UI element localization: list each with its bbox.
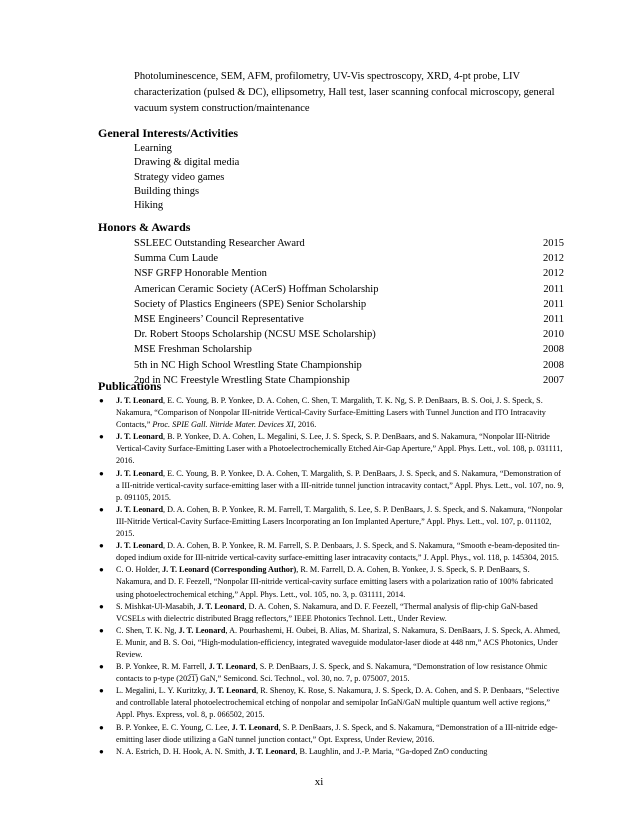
publication-item	[99, 746, 565, 758]
citation-authors-before: L. Megalini, L. Y. Kuritzky,	[116, 686, 210, 696]
honor-name: Society of Plastics Engineers (SPE) Senior Scholarship	[134, 298, 367, 310]
honor-row	[134, 236, 564, 251]
honor-name: MSE Engineers’ Council Representative	[134, 314, 304, 326]
citation-highlighted-author: J. T. Leonard	[116, 541, 164, 551]
interest-item: Strategy video games	[134, 171, 225, 183]
publication-citation	[116, 468, 565, 504]
publication-item	[99, 395, 565, 431]
honor-row	[134, 266, 564, 281]
publication-item	[99, 564, 565, 600]
interest-item: Hiking	[134, 200, 164, 212]
citation-authors-before: C. O. Holder,	[116, 565, 163, 575]
publication-citation	[116, 504, 565, 540]
honor-year: 2008	[543, 344, 564, 356]
bullet-icon: ●	[99, 541, 104, 551]
honor-name: MSE Freshman Scholarship	[134, 344, 252, 356]
honor-row	[134, 312, 564, 327]
bullet-icon: ●	[99, 468, 104, 478]
honors-heading: Honors & Awards	[98, 220, 191, 234]
publication-item	[99, 661, 565, 685]
publication-item	[99, 601, 565, 625]
publication-citation	[116, 661, 565, 685]
honor-year: 2012	[543, 268, 564, 280]
citation-body: , B. Laughlin, and J.-P. Maria, “Ga-doped ZnO conducting	[295, 746, 488, 756]
honor-year: 2011	[543, 283, 564, 295]
citation-body: , S. P. DenBaars, J. S. Speck, and S. Nakamura, “Demonstration of low resistance Ohmic contacts to p-type (202̅1̅) GaN,” Semicond. Sci. Technol., vol. 30, no. 7, p. 075007, 2015.	[116, 662, 548, 684]
honor-row	[134, 282, 564, 297]
bullet-icon: ●	[99, 565, 104, 575]
honor-name: 5th in NC High School Wrestling State Championship	[134, 359, 362, 371]
citation-authors-before: C. Shen, T. K. Ng,	[116, 625, 179, 635]
citation-body: , D. A. Cohen, B. P. Yonkee, R. M. Farrell, S. P. Denbaars, J. S. Speck, and S. Nakamura, “Smooth e-beam-deposited tin-doped indium oxide for III-nitride vertical-cavity surface-emitting laser intracavity contacts,” J. Appl. Phys., vol. 118, p. 145304, 2015.	[116, 541, 560, 563]
citation-authors-before: S. Mishkat-Ul-Masabih,	[116, 601, 198, 611]
honor-year: 2012	[543, 253, 564, 265]
honor-row	[134, 342, 564, 357]
citation-highlighted-author: J. T. Leonard	[231, 722, 279, 732]
honor-year: 2010	[543, 329, 564, 341]
citation-body: , R. Shenoy, K. Rose, S. Nakamura, J. S. Speck, D. A. Cohen, and S. P. Denbaars, “Selective and controllable lateral photoelectrochemical etching of nonpolar and semipolar InGaN/GaN multiple quantum well active regions,” Appl. Phys. Express, vol. 8, p. 066502, 2015.	[116, 686, 560, 720]
techniques-paragraph: Photoluminescence, SEM, AFM, profilometry, UV-Vis spectroscopy, XRD, 4-pt probe, LIV characterization (pulsed & DC), ellipsometry, Hall test, laser scanning confocal microscopy, general vacuum system construction/maintenance	[134, 71, 555, 114]
honor-row	[134, 251, 564, 266]
bullet-icon: ●	[99, 746, 104, 756]
citation-venue: Proc. SPIE Gall. Nitride Mater. Devices XI	[152, 420, 294, 430]
honor-row	[134, 373, 564, 388]
honor-name: Summa Cum Laude	[134, 253, 218, 265]
citation-body: , R. M. Farrell, D. A. Cohen, B. Yonkee, J. S. Speck, S. P. DenBaars, S. Nakamura, and D. F. Feezell, “Nonpolar III-nitride vertical-cavity surface emitting lasers with a polarization ratio of 100% fabricated using photoelectrochemical etching,” Appl. Phys. Lett., vol. 105, no. 3, p. 031111, 2014.	[116, 565, 553, 599]
honor-year: 2008	[543, 359, 564, 371]
bullet-icon: ●	[99, 432, 104, 442]
honor-name: 2nd in NC Freestyle Wrestling State Championship	[134, 374, 350, 386]
citation-body: , A. Pourhashemi, H. Oubei, B. Alias, M. Sharizal, S. Nakamura, S. DenBaars, J. S. Speck, A. Ahmed, E. Munir, and B. S. Ooi, “High-modulation-efficiency, integrated waveguide modulator-laser diode at 448 nm,” ACS Photonics, Under Review.	[116, 625, 561, 659]
honor-row	[134, 358, 564, 373]
honor-year: 2015	[543, 238, 564, 249]
publication-citation	[116, 564, 565, 600]
citation-body: , D. A. Cohen, S. Nakamura, and D. F. Feezell, “Thermal analysis of flip-chip GaN-based VCSELs with dielectric distributed Bragg reflectors,” IEEE Photonics Technol. Lett., Under Review.	[116, 601, 538, 623]
citation-body: , S. P. DenBaars, J. S. Speck, and S. Nakamura, “Demonstration of a III-nitride edge-emitting laser diode utilizing a GaN tunnel junction contact,” Opt. Express, Under Review, 2016.	[116, 722, 558, 744]
honor-row	[134, 327, 564, 342]
publication-citation	[116, 746, 565, 758]
bullet-icon: ●	[99, 504, 104, 514]
publication-citation	[116, 625, 565, 661]
publication-item	[99, 722, 565, 746]
citation-authors-before: N. A. Estrich, D. H. Hook, A. N. Smith,	[116, 746, 249, 756]
citation-highlighted-author: J. T. Leonard	[208, 662, 256, 672]
honor-name: American Ceramic Society (ACerS) Hoffman Scholarship	[134, 283, 379, 295]
bullet-icon: ●	[99, 722, 104, 732]
publication-item	[99, 540, 565, 564]
bullet-icon: ●	[99, 625, 104, 635]
citation-highlighted-author: J. T. Leonard	[116, 468, 164, 478]
interest-item: Learning	[134, 143, 172, 154]
publication-item	[99, 431, 565, 467]
publication-citation	[116, 722, 565, 746]
publication-citation	[116, 540, 565, 564]
publication-citation	[116, 685, 565, 721]
citation-highlighted-author: J. T. Leonard	[209, 686, 257, 696]
honor-name: NSF GRFP Honorable Mention	[134, 268, 267, 280]
bullet-icon: ●	[99, 601, 104, 611]
citation-end: , 2016.	[293, 420, 317, 430]
citation-highlighted-author: J. T. Leonard	[178, 625, 226, 635]
publication-item	[99, 504, 565, 540]
citation-highlighted-author: J. T. Leonard	[116, 432, 164, 442]
citation-authors-before: B. P. Yonkee, R. M. Farrell,	[116, 662, 209, 672]
publication-citation	[116, 395, 565, 431]
honor-year: 2007	[543, 374, 564, 386]
publications-list	[99, 395, 565, 758]
citation-body: , E. C. Young, B. P. Yonkee, D. A. Cohen, T. Margalith, S. P. DenBaars, J. S. Speck, and S. Nakamura, “Demonstration of a III-nitride vertical-cavity surface-emitting laser with a III-nitride tunnel junction intracavity contact,” Appl. Phys. Lett., vol. 107, no. 9, p. 091105, 2015.	[116, 468, 564, 502]
interests-list	[134, 142, 239, 213]
honor-row	[134, 297, 564, 312]
citation-body: , D. A. Cohen, B. P. Yonkee, R. M. Farrell, T. Margalith, S. Lee, S. P. DenBaars, J. S. Speck, and S. Nakamura, “Nonpolar III-Nitride Vertical-Cavity Surface-Emitting Lasers Incorporating an Ion Implanted Aperture,” Appl. Phys. Lett., vol. 107, p. 011102, 2015.	[116, 504, 563, 539]
publication-citation	[116, 431, 565, 467]
bullet-icon: ●	[99, 396, 104, 405]
interests-heading: General Interests/Activities	[98, 126, 239, 140]
interest-item: Drawing & digital media	[134, 157, 240, 169]
honors-list	[134, 236, 564, 388]
honor-name: SSLEEC Outstanding Researcher Award	[134, 238, 305, 249]
honor-year: 2011	[543, 314, 564, 326]
bullet-icon: ●	[99, 662, 104, 672]
citation-body: , E. C. Young, B. P. Yonkee, D. A. Cohen, C. Shen, T. Margalith, T. K. Ng, S. P. DenBaars, B. S. Ooi, J. S. Speck, S. Nakamura, “Comparison of Nonpolar III-nitride Vertical-Cavity Surface-Emitting Lasers with Tunnel Junction and ITO Intracavity Contacts,”	[116, 396, 546, 430]
citation-highlighted-author: J. T. Leonard (Corresponding Author)	[162, 565, 297, 575]
publication-item	[99, 625, 565, 661]
page-number: xi	[314, 776, 324, 788]
bullet-icon: ●	[99, 686, 104, 696]
citation-body: , B. P. Yonkee, D. A. Cohen, L. Megalini, S. Lee, J. S. Speck, S. P. DenBaars, and S. Nakamura, “Nonpolar III-Nitride Vertical-Cavity Surface-Emitting Laser with a Photoelectrochemically Etched Air-Gap Aperture,” Appl. Phys. Lett., vol. 108, p. 031111, 2016.	[116, 432, 563, 466]
interest-item: Building things	[134, 185, 200, 197]
honor-year: 2011	[543, 298, 564, 310]
citation-highlighted-author: J. T. Leonard	[197, 601, 245, 611]
citation-authors-before: B. P. Yonkee, E. C. Young, C. Lee,	[116, 722, 232, 732]
publication-item	[99, 468, 565, 504]
honor-name: Dr. Robert Stoops Scholarship (NCSU MSE Scholarship)	[134, 329, 376, 341]
citation-highlighted-author: J. T. Leonard	[116, 396, 164, 405]
publication-citation	[116, 601, 565, 625]
publications-heading: Publications	[98, 379, 162, 393]
citation-highlighted-author: J. T. Leonard	[248, 746, 296, 756]
citation-highlighted-author: J. T. Leonard	[116, 504, 164, 514]
publication-item	[99, 685, 565, 721]
